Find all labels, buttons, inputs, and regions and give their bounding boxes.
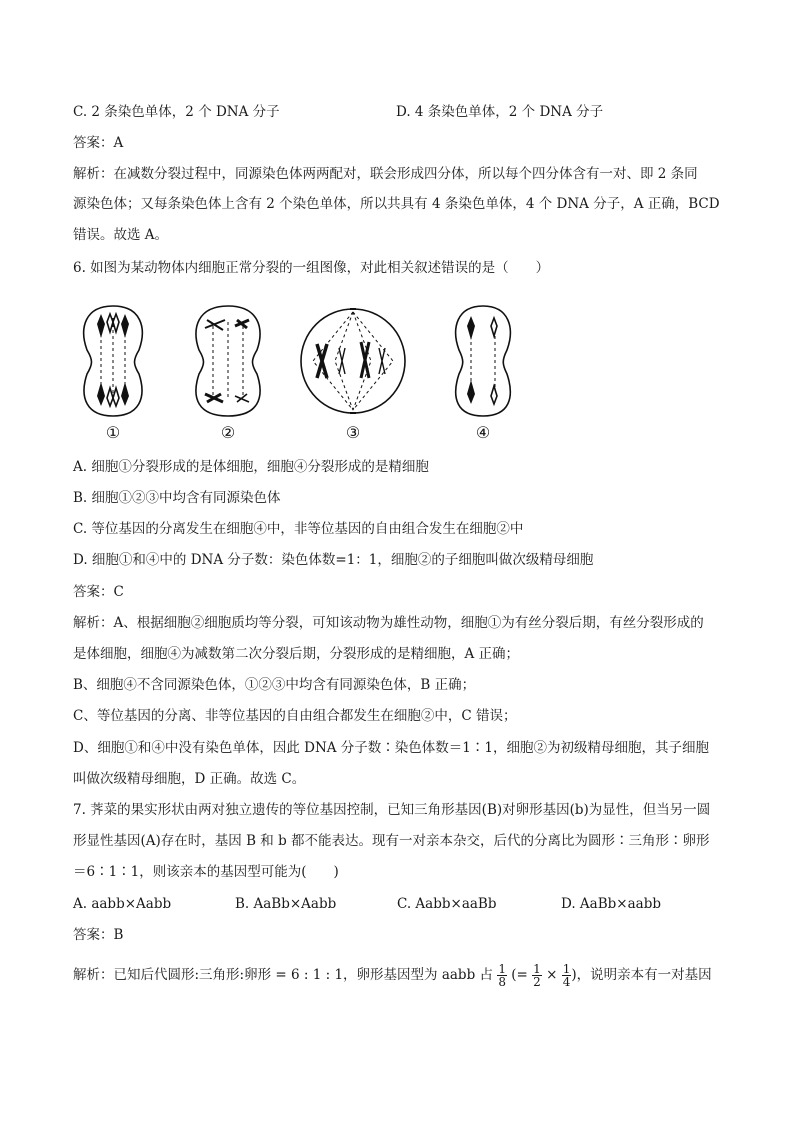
q7-option-c: C. Aabb×aaBb [397,896,497,912]
q6-stem: 6. 如图为某动物体内细胞正常分裂的一组图像，对此相关叙述错误的是（ ） [73,260,550,276]
q6-analysis-line-4: C、等位基因的分离、非等位基因的自由组合都发生在细胞②中，C 错误； [73,708,517,724]
cell-division-figure [73,298,543,443]
fraction-one-half: $\frac{1}{2}$ [533,962,541,989]
q5-analysis-line-2: 源染色体；又每条染色体上含有 2 个染色单体，所以共具有 4 条染色单体，4 个 DNA 分子，A 正确，BCD [73,196,720,212]
q7-analysis-suffix: ，说明亲本有一对基因 [576,967,712,983]
q5-answer: 答案：A [73,135,124,151]
q6-analysis-line-5: D、细胞①和④中没有染色单体，因此 DNA 分子数∶染色体数＝1∶1，细胞②为初级精母细胞，其子细胞 [73,740,709,756]
q5-analysis-line-3: 错误。故选 A。 [73,227,169,243]
q6-analysis-line-1: 解析：A、根据细胞②细胞质均等分裂，可知该动物为雄性动物，细胞①为有丝分裂后期，有丝分裂形成的 [73,615,704,631]
q7-stem-line-3: ＝6∶1∶1，则该亲本的基因型可能为( ) [73,864,339,880]
q7-eq-close: ) [571,967,577,983]
q6-option-d: D. 细胞①和④中的 DNA 分子数：染色体数=1：1，细胞②的子细胞叫做次级精母细胞 [73,552,594,568]
q6-answer: 答案：C [73,584,124,600]
figure-label-3: ③ [345,423,361,442]
q7-analysis-prefix: 解析：已知后代圆形:三角形:卵形 [73,967,272,983]
q5-analysis-line-1: 解析：在减数分裂过程中，同源染色体两两配对，联会形成四分体，所以每个四分体含有一对、即 2 条同 [73,166,698,182]
q6-option-a: A. 细胞①分裂形成的是体细胞，细胞④分裂形成的是精细胞 [73,459,429,475]
figure-label-4: ④ [475,423,491,442]
q6-analysis-line-6: 叫做次级精母细胞，D 正确。故选 C。 [73,771,306,787]
q7-stem-line-1: 7. 荠菜的果实形状由两对独立遗传的等位基因控制，已知三角形基因(B)对卵形基因(b)为显性，但当另一圆 [73,802,711,818]
q5-option-d: D. 4 条染色单体，2 个 DNA 分子 [396,104,604,120]
q7-analysis-line-1 [73,962,712,988]
q7-options-row [73,895,733,913]
q7-eq-open: (= [511,967,528,983]
q7-option-a: A. aabb×Aabb [73,896,172,912]
fraction-one-eighth: $\frac{1}{8}$ [498,962,506,989]
q7-option-b: B. AaBb×Aabb [235,896,337,912]
q7-answer: 答案：B [73,927,124,943]
cell-3-diagram [301,309,405,413]
cell-2-diagram [196,306,260,416]
q6-analysis-line-2: 是体细胞，细胞④为减数第二次分裂后期，分裂形成的是精细胞，A 正确； [73,646,520,662]
q6-option-b: B. 细胞①②③中均含有同源染色体 [73,490,281,506]
q6-option-c: C. 等位基因的分离发生在细胞④中，非等位基因的自由组合发生在细胞②中 [73,521,524,537]
q7-analysis-ratio: = 6 : 1 : 1 [275,967,344,983]
q7-times: × [546,967,558,983]
q7-stem-line-2: 形显性基因(A)存在时，基因 B 和 b 都不能表达。现有一对亲本杂交，后代的分离比为圆形∶三角形∶卵形 [73,833,710,849]
q5-option-c: C. 2 条染色单体，2 个 DNA 分子 [73,104,280,120]
q7-option-d: D. AaBb×aabb [561,896,661,912]
cell-1-diagram [84,306,143,416]
figure-label-1: ① [105,423,121,442]
fraction-one-quarter: $\frac{1}{4}$ [562,962,571,989]
cell-4-diagram [456,306,511,416]
q5-options-row [73,103,773,121]
q6-analysis-line-3: B、细胞④不含同源染色体，①②③中均含有同源染色体，B 正确； [73,677,476,693]
q7-analysis-mid: ，卵形基因型为 aabb 占 [343,967,494,983]
figure-label-2: ② [220,423,236,442]
